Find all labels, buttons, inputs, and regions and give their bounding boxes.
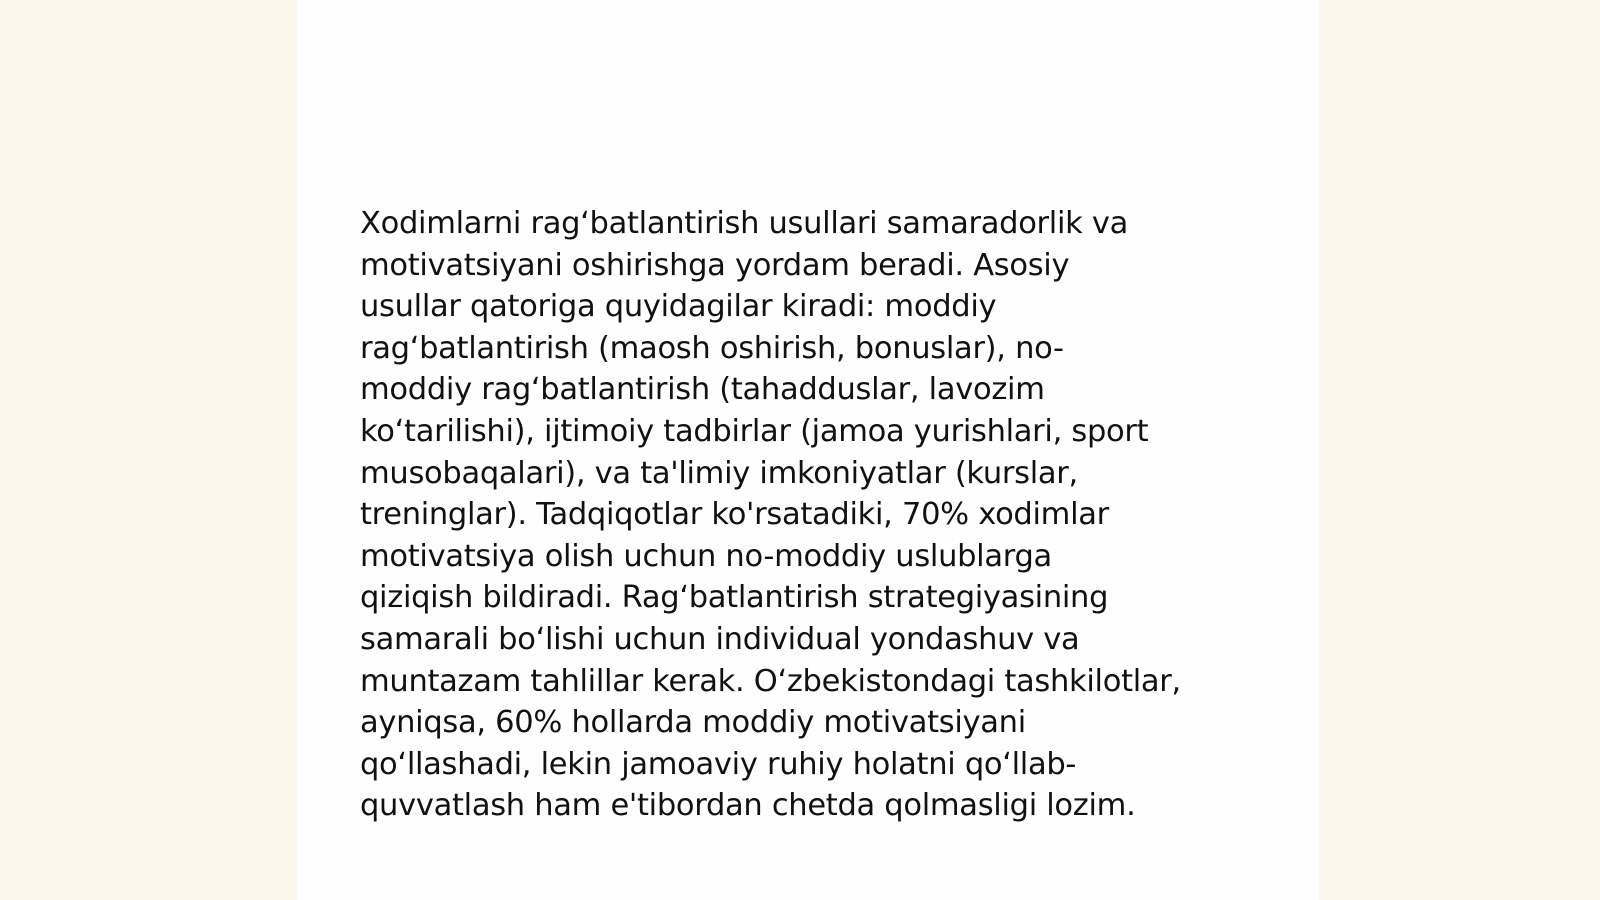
text-line: musobaqalari), va ta'limiy imkoniyatlar (kurslar, (360, 455, 1078, 491)
text-line: moddiy rag‘batlantirish (tahadduslar, lavozim (360, 372, 1045, 408)
text-line: ko‘tarilishi), ijtimoiy tadbirlar (jamoa yurishlari, sport (360, 413, 1149, 449)
text-line: quvvatlash ham e'tibordan chetda qolmasligi lozim. (360, 788, 1136, 824)
text-line: qo‘llashadi, lekin jamoaviy ruhiy holatni qo‘llab- (360, 746, 1077, 782)
text-line: rag‘batlantirish (maosh oshirish, bonuslar), no- (360, 330, 1064, 366)
text-line: muntazam tahlillar kerak. O‘zbekistondagi tashkilotlar, (360, 663, 1181, 699)
body-paragraph (360, 203, 1290, 827)
text-line: motivatsiya olish uchun no-moddiy uslublarga (360, 538, 1052, 574)
text-line: treninglar). Tadqiqotlar ko'rsatadiki, 70% xodimlar (360, 497, 1109, 533)
text-line: qiziqish bildiradi. Rag‘batlantirish strategiyasining (360, 580, 1109, 616)
text-line: samarali bo‘lishi uchun individual yondashuv va (360, 621, 1080, 657)
slide (297, 0, 1319, 900)
text-line: motivatsiyani oshirishga yordam beradi. Asosiy (360, 247, 1070, 283)
text-line: Xodimlarni rag‘batlantirish usullari samaradorlik va (360, 206, 1129, 241)
text-line: ayniqsa, 60% hollarda moddiy motivatsiyani (360, 705, 1026, 741)
text-line: usullar qatoriga quyidagilar kiradi: moddiy (360, 289, 997, 325)
